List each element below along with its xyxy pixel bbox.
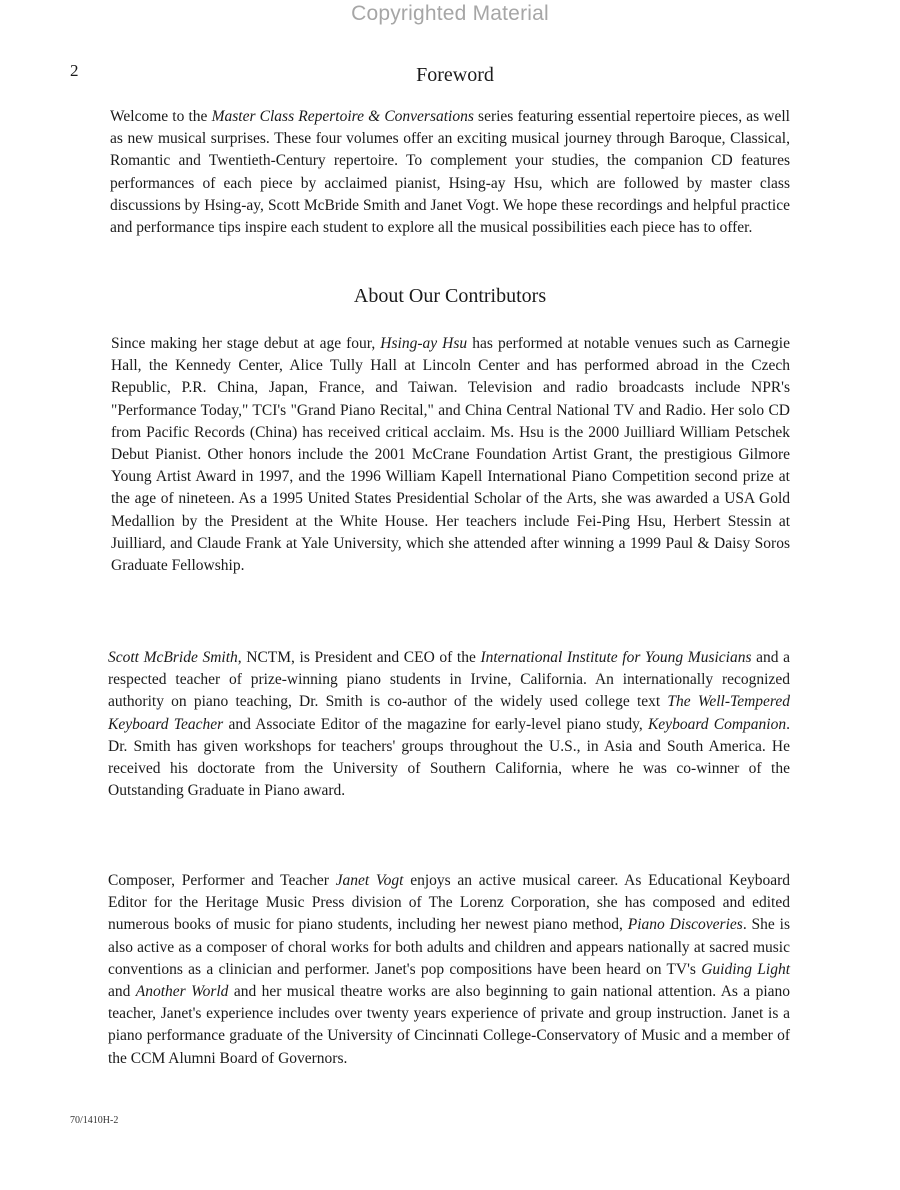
contributors-heading: About Our Contributors (353, 285, 547, 307)
institute-name: International Institute for Young Musicians (480, 649, 752, 666)
magazine-title: Keyboard Companion (647, 715, 787, 733)
show-title-2: Another World (135, 983, 229, 1001)
method-title: Piano Discoveries (627, 916, 743, 934)
show-title-1: Guiding Light (701, 960, 790, 978)
copyright-watermark: Copyrighted Material (351, 2, 549, 25)
catalog-code: 70/1410H-2 (70, 1115, 119, 1126)
page-number: 2 (70, 61, 79, 80)
foreword-heading: Foreword (416, 64, 494, 86)
vogt-bio-paragraph: Composer, Performer and Teacher Janet Vogt enjoys an active musical career. As Educational Keyboard Editor for the Heritage Music Press division of The Lorenz Corporation, she has composed and edited numerous books of music for piano students, including her newest piano method, Piano Discoveries. She is also active as a composer of choral works for both adults and children and appears nationally at sacred music conventions as a clinician and performer. Janet's pop compositions have been heard on TV's Guiding Light and Another World and her musical theatre works are also beginning to gain national attention. As a piano teacher, Janet's experience includes over twenty years experience of private and group instruction. Janet is a piano performance graduate of the University of Cincinnati College-Conservatory of Music and a member of the CCM Alumni Board of Governors. (108, 872, 791, 1067)
hsu-name: Hsing-ay Hsu (380, 335, 468, 352)
hsu-bio-paragraph: Since making her stage debut at age four, Hsing-ay Hsu has performed at notable venues such as Carnegie Hall, the Kennedy Center, Alice Tully Hall at Lincoln Center and has performed abroad in the Czech Republic, P.R. China, Japan, France, and Taiwan. Television and radio broadcasts include NPR's "Performance Today," TCI's "Grand Piano Recital," and China Central National TV and Radio. Her solo CD from Pacific Records (China) has received critical acclaim. Ms. Hsu is the 2000 Juilliard William Petschek Debut Pianist. Other honors include the 2001 McCrane Foundation Artist Grant, the prestigious Gilmore Young Artist Award in 1997, and the 1996 William Kapell International Piano Competition second prize at the age of nineteen. As a 1995 United States Presidential Scholar of the Arts, she was awarded a USA Gold Medallion by the President at the White House. Her teachers include Fei-Ping Hsu, Herbert Stessin at Juilliard, and Claude Frank at Yale University, which she attended after winning a 1999 Paul & Daisy Soros Graduate Fellowship. (111, 335, 790, 575)
smith-name: Scott McBride Smith (108, 649, 238, 666)
smith-bio-paragraph: Scott McBride Smith, NCTM, is President and CEO of the International Institute for Young Musicians and a respected teacher of prize-winning piano students in Irvine, California. An internationally recognized authority on piano teaching, Dr. Smith is co-author of the widely used college text The Well-Tempered Keyboard Teacher and Associate Editor of the magazine for early-level piano study, Keyboard Companion. Dr. Smith has given workshops for teachers' groups throughout the U.S., in Asia and South America. He received his doctorate from the University of Southern California, where he was co-winner of the Outstanding Graduate in Piano award. (108, 649, 790, 800)
foreword-paragraph: Welcome to the Master Class Repertoire & Conversations series featuring essential repertoire pieces, as well as new musical surprises. These four volumes offer an exciting musical journey through Baroque, Classical, Romantic and Twentieth-Century repertoire. To complement your studies, the companion CD features performances of each piece by acclaimed pianist, Hsing-ay Hsu, which are followed by master class discussions by Hsing-ay, Scott McBride Smith and Janet Vogt. We hope these recordings and helpful practice and performance tips inspire each student to explore all the musical possibilities each piece has to offer. (110, 108, 790, 237)
series-title: Master Class Repertoire & Conversations (211, 108, 474, 125)
vogt-name: Janet Vogt (335, 872, 404, 889)
book-title: The Well-Tempered Keyboard Teacher (108, 693, 790, 733)
